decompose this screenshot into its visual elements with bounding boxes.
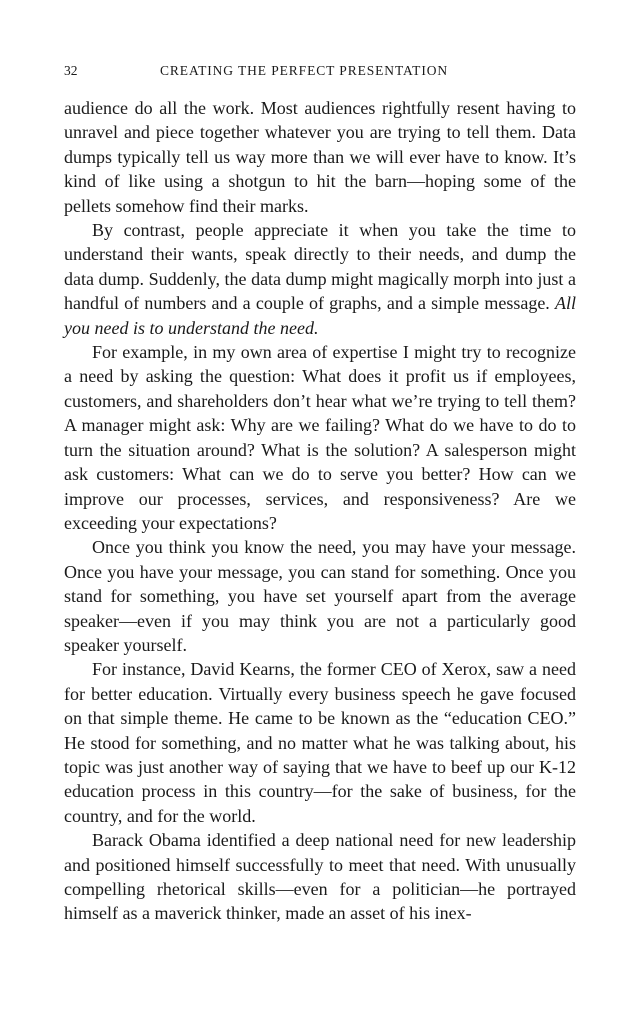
emphasis-text: All you need is to understand the need. xyxy=(64,293,576,338)
body-text xyxy=(64,96,576,926)
paragraph-once-you-think: Once you think you know the need, you may have your message. Once you have your message, you can stand for something. Once you stand for something, you have set yourself apart from the average speaker—even if you may think you are not a particularly good speaker yourself. xyxy=(64,537,576,655)
paragraph-continued: audience do all the work. Most audiences rightfully resent having to unravel and piece together whatever you are trying to tell them. Data dumps typically tell us way more than we will ever have to know. It’s kind of like using a shotgun to hit the barn—hoping some of the pellets somehow find their marks. xyxy=(64,98,576,216)
paragraph-for-example: For example, in my own area of expertise I might try to recognize a need by asking the question: What does it profit us if employees, customers, and shareholders don’t hear what we’re trying to tell them? A manager might ask: Why are we failing? What do we have to do to turn the situation around? What is the solution? A salesperson might ask customers: What can we do to serve you better? How can we improve our processes, services, and responsiveness? Are we exceeding your expectations? xyxy=(64,342,576,533)
page-header xyxy=(64,61,576,81)
running-head: CREATING THE PERFECT PRESENTATION xyxy=(160,63,449,78)
paragraph-text: By contrast, people appreciate it when you take the time to understand their wants, speak directly to their needs, and dump the data dump. Suddenly, the data dump might magically morph into just a handful of numbers and a couple of graphs, and a simple message. xyxy=(64,220,576,314)
paragraph-barack-obama: Barack Obama identified a deep national need for new leadership and positioned himself successfully to meet that need. With unusually compelling rhetorical skills—even for a politician—he portrayed himself as a maverick thinker, made an asset of his inex- xyxy=(64,830,576,924)
page-number: 32 xyxy=(64,63,78,78)
paragraph-david-kearns: For instance, David Kearns, the former CEO of Xerox, saw a need for better education. Virtually every business speech he gave focused on that simple theme. He came to be known as the “education CEO.” He stood for something, and no matter what he was talking about, his topic was just another way of saying that we have to beef up our K-12 education process in this country—for the sake of business, for the country, and for the world. xyxy=(64,659,576,826)
paragraph-by-contrast xyxy=(64,218,576,340)
